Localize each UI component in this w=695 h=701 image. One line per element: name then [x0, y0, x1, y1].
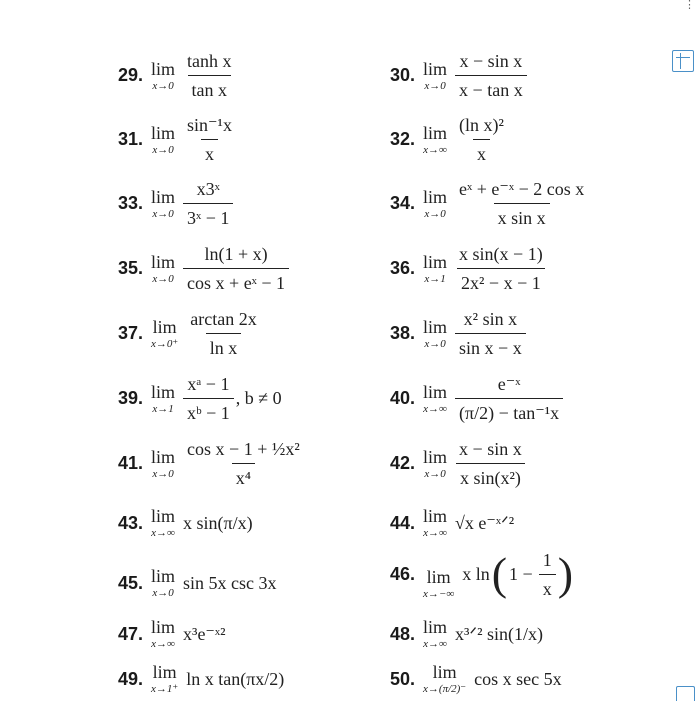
limit-subscript: x→(π/2)⁻ [423, 683, 467, 695]
expression: √x e⁻ˣᐟ² [455, 512, 515, 533]
limit-operator [151, 253, 175, 285]
problem-45 [118, 567, 277, 599]
numerator: arctan 2x [190, 309, 257, 329]
fraction [183, 180, 233, 227]
limit-operator [423, 568, 454, 600]
denominator: 2x² − x − 1 [457, 268, 545, 292]
problem-number: 39. [118, 388, 144, 408]
numerator: x² sin x [463, 309, 518, 329]
limit-operator [423, 188, 447, 220]
expression-term: 1 − [509, 563, 533, 584]
book-icon[interactable] [672, 50, 694, 72]
fraction [183, 245, 289, 292]
numerator: e⁻ˣ [497, 374, 521, 394]
lim-word: lim [426, 567, 451, 587]
problem-number: 29. [118, 65, 144, 85]
problem-number: 49. [118, 668, 144, 689]
fraction [186, 310, 260, 357]
limit-subscript: x→0 [424, 467, 446, 480]
lim-word: lim [423, 186, 448, 207]
problem-36 [390, 245, 547, 292]
problem-number: 33. [118, 193, 144, 213]
limit-operator [423, 507, 447, 539]
limit-subscript: x→0 [152, 272, 174, 285]
problem-number: 42. [390, 453, 416, 473]
problem-35 [118, 245, 289, 292]
lim-word: lim [151, 122, 176, 143]
denominator: cos x + eˣ − 1 [183, 268, 289, 292]
limit-operator [423, 318, 447, 350]
numerator: x − sin x [459, 51, 523, 71]
problem-29 [118, 52, 236, 99]
numerator: tanh x [187, 51, 232, 71]
lim-word: lim [423, 316, 448, 337]
limit-subscript: x→∞ [423, 143, 447, 156]
fraction [455, 310, 526, 357]
limit-operator [423, 663, 466, 695]
lim-word: lim [423, 251, 448, 272]
lim-word: lim [423, 381, 448, 402]
problem-number: 40. [390, 388, 416, 408]
problem-number: 36. [390, 258, 416, 278]
problem-number: 43. [118, 512, 144, 533]
problem-number: 50. [390, 668, 416, 689]
limit-operator [151, 567, 175, 599]
fraction [455, 116, 508, 163]
problem-32 [390, 116, 508, 163]
denominator: ln x [206, 333, 242, 357]
fraction [455, 245, 547, 292]
problem-49 [118, 663, 284, 695]
fraction [183, 375, 234, 422]
limit-operator [151, 618, 175, 650]
left-paren: ( [491, 548, 508, 599]
limit-operator [151, 507, 175, 539]
problem-34 [390, 180, 588, 227]
limit-operator [423, 383, 447, 415]
problem-46 [390, 548, 575, 600]
problem-41 [118, 440, 304, 487]
problem-42 [390, 440, 526, 487]
denominator: x sin(x²) [456, 463, 525, 487]
problem-number: 41. [118, 453, 144, 473]
denominator: x [539, 574, 556, 598]
lim-word: lim [423, 122, 448, 143]
problem-47 [118, 618, 226, 650]
limit-subscript: x→0⁺ [151, 337, 179, 350]
expression: x³ᐟ² sin(1/x) [455, 623, 543, 644]
paren-content [509, 551, 556, 598]
problem-number: 37. [118, 323, 144, 343]
problem-33 [118, 180, 233, 227]
problem-40 [390, 375, 563, 422]
limit-operator [423, 124, 447, 156]
numerator: x − sin x [459, 439, 522, 459]
limit-operator [423, 448, 447, 480]
limit-subscript: x→0 [152, 79, 174, 92]
right-paren: ) [557, 548, 574, 599]
denominator: x [473, 139, 490, 163]
lim-word: lim [151, 186, 176, 207]
lim-word: lim [432, 662, 457, 682]
problem-number: 38. [390, 323, 416, 343]
problem-number: 35. [118, 258, 144, 278]
limit-subscript: x→−∞ [423, 588, 455, 600]
condition-text: , b ≠ 0 [235, 388, 282, 408]
limit-subscript: x→0 [152, 587, 174, 599]
problem-number: 44. [390, 512, 416, 533]
expression-prefix: x ln [462, 563, 490, 584]
denominator: x [201, 139, 218, 163]
limit-operator [151, 60, 175, 92]
limit-subscript: x→0 [424, 207, 446, 220]
limit-operator [151, 663, 178, 695]
fraction [183, 440, 304, 487]
numerator: eˣ + e⁻ˣ − 2 cos x [459, 179, 585, 199]
limit-subscript: x→1 [424, 272, 446, 285]
limit-operator [423, 253, 447, 285]
numerator: ln(1 + x) [204, 244, 268, 264]
lim-word: lim [152, 316, 177, 337]
limit-subscript: x→1⁺ [151, 683, 179, 695]
kebab-icon[interactable]: ⋮ [684, 0, 695, 11]
problem-number: 48. [390, 623, 416, 644]
numerator: (ln x)² [459, 115, 504, 135]
lim-word: lim [423, 58, 448, 79]
limit-operator [151, 188, 175, 220]
lim-word: lim [151, 381, 176, 402]
limit-operator [423, 618, 447, 650]
limit-subscript: x→∞ [423, 402, 447, 415]
expression: cos x sec 5x [474, 668, 562, 689]
numerator: xᵃ − 1 [187, 374, 230, 394]
lim-word: lim [151, 566, 176, 586]
lim-word: lim [423, 617, 448, 637]
fraction [183, 116, 236, 163]
limit-operator [151, 448, 175, 480]
denominator: x sin x [494, 203, 550, 227]
fraction [455, 52, 527, 99]
limit-subscript: x→∞ [151, 527, 175, 539]
problem-number: 47. [118, 623, 144, 644]
denominator: sin x − x [455, 333, 526, 357]
lim-word: lim [151, 58, 176, 79]
fraction [455, 180, 588, 227]
limit-subscript: x→∞ [423, 638, 447, 650]
problem-37 [118, 310, 261, 357]
fraction [455, 440, 526, 487]
problem-50 [390, 663, 562, 695]
problem-30 [390, 52, 527, 99]
fraction [539, 551, 556, 598]
problem-31 [118, 116, 236, 163]
numerator: 1 [542, 549, 552, 570]
denominator: x − tan x [455, 75, 527, 99]
lim-word: lim [151, 617, 176, 637]
limit-operator [151, 124, 175, 156]
problem-48 [390, 618, 543, 650]
fraction [183, 52, 236, 99]
denominator: x⁴ [232, 463, 255, 487]
problem-number: 30. [390, 65, 416, 85]
denominator: (π/2) − tan⁻¹x [455, 398, 563, 422]
limit-subscript: x→0 [424, 79, 446, 92]
problem-number: 31. [118, 129, 144, 149]
limit-subscript: x→0 [152, 467, 174, 480]
limit-operator [151, 318, 178, 350]
problem-number: 46. [390, 563, 416, 584]
denominator: xᵇ − 1 [183, 398, 234, 422]
problem-38 [390, 310, 526, 357]
expression: sin 5x csc 3x [183, 572, 277, 593]
denominator: 3ˣ − 1 [183, 203, 233, 227]
limit-subscript: x→1 [152, 402, 174, 415]
lim-word: lim [151, 251, 176, 272]
numerator: x3ˣ [196, 179, 220, 199]
expression: ln x tan(πx/2) [186, 668, 285, 689]
limit-subscript: x→0 [424, 337, 446, 350]
lim-word: lim [151, 506, 176, 526]
limit-subscript: x→∞ [151, 638, 175, 650]
expression: x sin(π/x) [183, 512, 253, 533]
problem-number: 45. [118, 572, 144, 593]
lim-word: lim [152, 662, 177, 682]
problem-39 [118, 375, 282, 422]
problem-44 [390, 507, 514, 539]
book-icon[interactable] [676, 686, 695, 701]
numerator: cos x − 1 + ½x² [187, 439, 300, 459]
fraction [455, 375, 563, 422]
expression: x³e⁻ˣ² [183, 623, 226, 644]
numerator: x sin(x − 1) [459, 244, 543, 264]
limit-subscript: x→∞ [423, 527, 447, 539]
lim-word: lim [423, 446, 448, 467]
limit-operator [151, 383, 175, 415]
limit-subscript: x→0 [152, 207, 174, 220]
limit-operator [423, 60, 447, 92]
problem-number: 32. [390, 129, 416, 149]
numerator: sin⁻¹x [187, 115, 232, 135]
lim-word: lim [423, 506, 448, 526]
problem-43 [118, 507, 253, 539]
problem-number: 34. [390, 193, 416, 213]
limit-subscript: x→0 [152, 143, 174, 156]
denominator: tan x [188, 75, 232, 99]
lim-word: lim [151, 446, 176, 467]
